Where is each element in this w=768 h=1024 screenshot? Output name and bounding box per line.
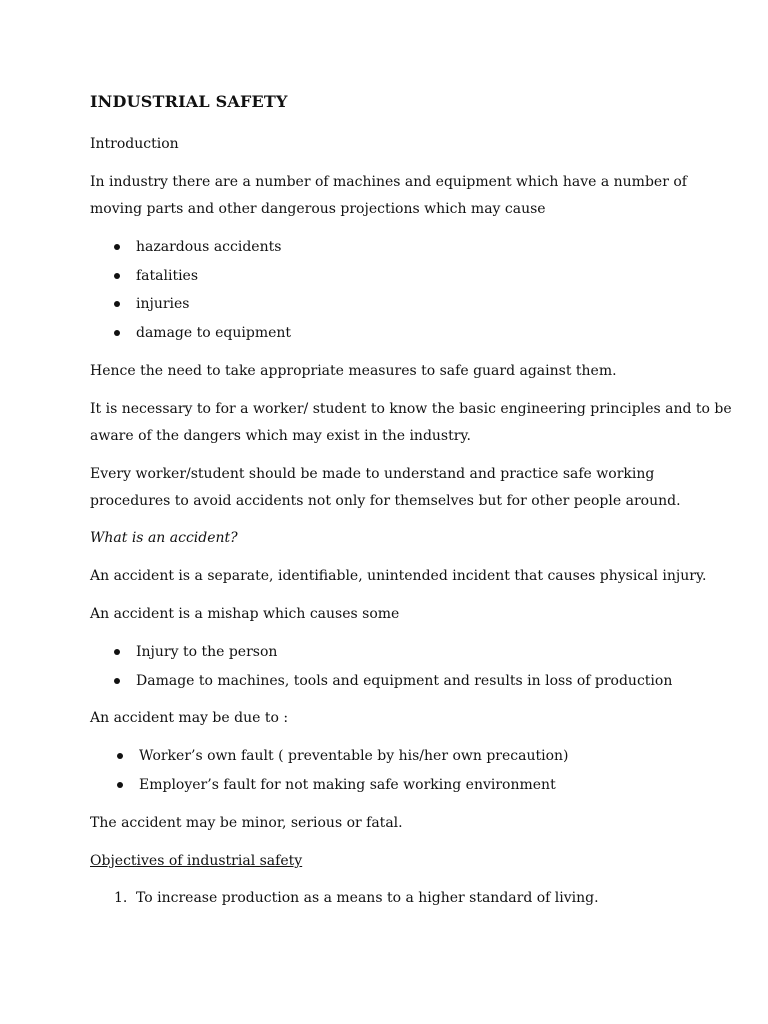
accident-definition-2: An accident is a mishap which causes some — [90, 606, 400, 622]
minor-serious-paragraph: The accident may be minor, serious or fatal. — [90, 815, 403, 831]
necessary-line-2: aware of the dangers which may exist in the industry. — [90, 428, 471, 444]
list-item: Injury to the person — [136, 644, 278, 660]
list-item: To increase production as a means to a higher standard of living. — [136, 890, 599, 906]
every-line-1: Every worker/student should be made to understand and practice safe working — [90, 466, 655, 482]
introduction-heading: Introduction — [90, 136, 179, 152]
list-item: injuries — [136, 296, 190, 312]
bullet-icon — [114, 244, 120, 250]
bullet-icon — [114, 273, 120, 279]
bullet-icon — [114, 678, 120, 684]
list-item: Damage to machines, tools and equipment and results in loss of production — [136, 673, 673, 689]
hence-paragraph: Hence the need to take appropriate measures to safe guard against them. — [90, 363, 617, 379]
list-item: damage to equipment — [136, 325, 292, 341]
every-line-2: procedures to avoid accidents not only for themselves but for other people around. — [90, 493, 681, 509]
bullet-icon — [114, 649, 120, 655]
bullet-icon — [114, 330, 120, 336]
intro-line-1: In industry there are a number of machines and equipment which have a number of — [90, 174, 687, 190]
bullet-icon — [117, 782, 123, 788]
bullet-icon — [114, 301, 120, 307]
accident-definition-1: An accident is a separate, identifiable, unintended incident that causes physical injury. — [90, 568, 707, 584]
list-item: hazardous accidents — [136, 239, 282, 255]
list-item: Employer’s fault for not making safe working environment — [139, 777, 556, 793]
document-title: INDUSTRIAL SAFETY — [90, 92, 288, 111]
due-to-paragraph: An accident may be due to : — [90, 710, 289, 726]
what-is-accident-heading: What is an accident? — [90, 530, 238, 546]
list-item: fatalities — [136, 268, 199, 284]
list-number: 1. — [114, 890, 128, 906]
objectives-heading: Objectives of industrial safety — [90, 853, 303, 869]
necessary-line-1: It is necessary to for a worker/ student to know the basic engineering principles and to be — [90, 401, 732, 417]
bullet-icon — [117, 753, 123, 759]
list-item: Worker’s own fault ( preventable by his/her own precaution) — [139, 748, 569, 764]
intro-line-2: moving parts and other dangerous projections which may cause — [90, 201, 546, 217]
